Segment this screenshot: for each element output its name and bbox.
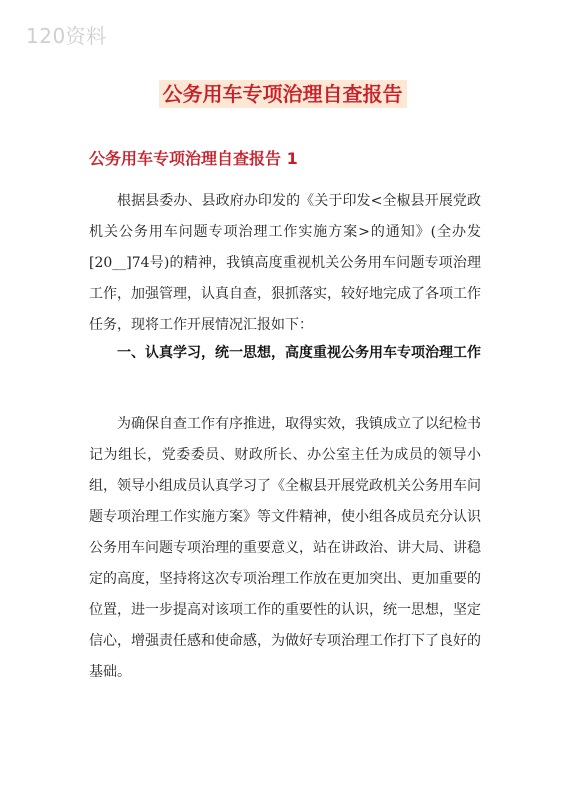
subheading: 一、认真学习，统一思想，高度重视公务用车专项治理工作 xyxy=(117,345,481,361)
body-paragraph: 根据县委办、县政府办印发的《关于印发<全椒县开展党政机关公务用车问题专项治理工作实施方案>的通知》(全办发[20__]74号)的精神，我镇高度重视机关公务用车问题专项治理工作，加强管理，认真自查，狠抓落实，较好地完成了各项工作任务，现将工作开展情况汇报如下： xyxy=(89,193,481,333)
document-title-text: 公务用车专项治理自查报告 xyxy=(159,80,407,108)
watermark-logo: 120资料 xyxy=(26,24,107,48)
section-heading: 公务用车专项治理自查报告 1 xyxy=(89,149,298,168)
document-title xyxy=(0,78,565,107)
body-paragraph: 为确保自查工作有序推进，取得实效，我镇成立了以纪检书记为组长，党委委员、财政所长、办公室主任为成员的领导小组，领导小组成员认真学习了《全椒县开展党政机关公务用车问题专项治理工作实施方案》等文件精神，使小组各成员充分认识公务用车问题专项治理的重要意义，站在讲政治、讲大局、讲稳定的高度，坚持将这次专项治理工作放在更加突出、更加重要的位置，进一步提高对该项工作的重要性的认识，统一思想，坚定信心，增强责任感和使命感，为做好专项治理工作打下了良好的基础。 xyxy=(89,416,481,680)
